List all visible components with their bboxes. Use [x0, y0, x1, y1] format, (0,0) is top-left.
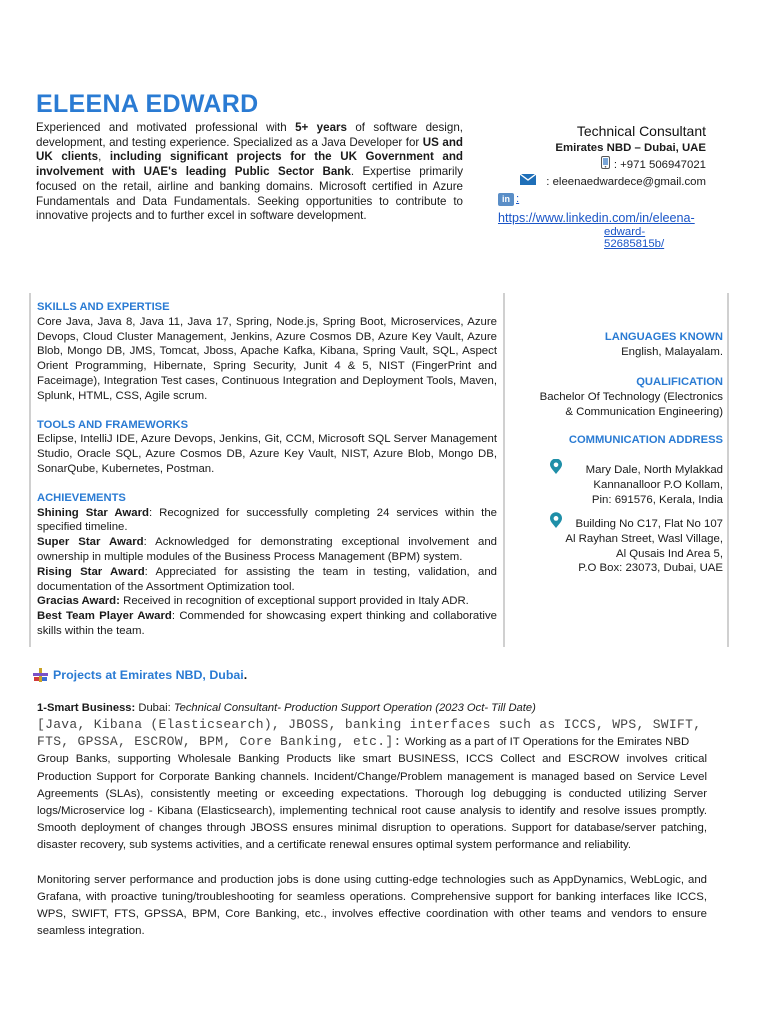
projects-heading — [53, 668, 247, 682]
skills-heading: SKILLS AND EXPERTISE — [37, 301, 170, 313]
achievement-text: : Acknowledged for demonstrating exceptional involvement and ownership in multiple modules of the Business Process Management (BPM) system. — [37, 536, 498, 563]
phone-icon — [601, 156, 610, 174]
email-row — [470, 174, 706, 190]
contact-block — [470, 123, 706, 190]
linkedin-icon: in — [498, 193, 514, 206]
tools-text: Eclipse, IntelliJ IDE, Azure Devops, Jenkins, Git, CCM, Microsoft SQL Server Management Studio, Oracle SQL, Azure Cosmos DB, Azure Key Vault, NIST, Azure Blob, Mongo DB, SonarQube, Kubernetes, Postman. — [37, 433, 497, 475]
address-line: Building No C17, Flat No 107 — [575, 518, 723, 530]
achievement-item — [37, 565, 497, 595]
home-address — [586, 463, 723, 507]
linkedin-colon: : — [516, 193, 520, 205]
achievement-title: Best Team Player Award — [37, 610, 172, 623]
achievement-title: Rising Star Award — [37, 565, 145, 578]
summary-bold: including significant projects for the UK Government and involvement with UAE's leading Public Sector Bank — [36, 150, 464, 179]
project-role: Technical Consultant- Production Support Operation (2023 Oct- Till Date) — [173, 702, 536, 714]
skills-text: Core Java, Java 8, Java 11, Java 17, Spring, Node.js, Spring Boot, Microservices, Azure Devops, Cloud Cluster Management, Jenkins, Azure Cosmos DB, Azure Key Vault, Azure Blob, Mongo DB, JMS, Tomcat, Jboss, Apache Kafka, Kibana, Spring Vault, SQL, Aspect Orient Programming, Hibernate, Spring Security, Junit 4 & 5, NIST (FingerPrint and Faceimage), Integration Test cases, Continuous Integration and Deployment Tools, Maven, Splunk, HTML, CSS, Agile scrum. — [37, 315, 497, 402]
email-address[interactable]: : eleenaedwardece@gmail.com — [546, 176, 706, 188]
linkedin-link-cont[interactable] — [604, 226, 664, 250]
description-text-2: Monitoring server performance and production jobs is done using cutting-edge technologies such as AppDynamics, WebLogic, and Grafana, with proactive tuning/troubleshooting for seamless operations. Comprehensive support for banking interfaces like ICCS, WPS, SWIFT, FTS, GPSSA, BPM, Core Banking, etc., involves effective coordination with other teams and vendors to ensure seamless integration. — [37, 873, 707, 938]
address-line: Mary Dale, North Mylakkad — [585, 464, 723, 476]
languages-section — [510, 330, 723, 360]
projects-heading-text: Projects at Emirates NBD, Dubai — [53, 668, 244, 682]
tech-stack-line: FTS, GPSSA, ESCROW, BPM, Core Banking, etc.]: — [37, 734, 402, 750]
achievement-item — [37, 594, 497, 609]
achievement-text: : Commended for showcasing expert thinking and collaborative skills within the team. — [37, 610, 497, 637]
divider-right — [727, 293, 729, 647]
linkedin-link[interactable]: https://www.linkedin.com/in/eleena- — [498, 211, 695, 225]
phone-number: : +971 506947021 — [613, 159, 706, 171]
location-pin-icon — [549, 512, 563, 534]
achievement-item — [37, 535, 497, 565]
achievement-title: Super Star Award — [37, 536, 144, 549]
achievement-title: Shining Star Award — [37, 506, 149, 519]
summary-text: Experienced and motivated professional with — [36, 121, 296, 134]
address-line: P.O Box: 23073, Dubai, UAE — [578, 562, 723, 575]
divider-left — [29, 293, 31, 647]
achievement-text: : Recognized for successfully completing 24 services within the specified timeline. — [37, 506, 497, 534]
qualification-line: Bachelor Of Technology (Electronics — [539, 390, 723, 403]
tools-heading: TOOLS AND FRAMEWORKS — [37, 418, 189, 431]
description-lead: Working as a part of IT Operations for the Emirates NBD — [401, 736, 690, 749]
work-address — [565, 517, 723, 576]
achievement-text: : Appreciated for assisting the team in testing, validation, and documentation of the Assortment Optimization tool. — [37, 565, 497, 593]
project-name: 1-Smart Business: — [37, 702, 136, 714]
achievement-item — [37, 609, 497, 639]
linkedin-link-part[interactable]: 52685815b/ — [604, 238, 665, 250]
summary-bold: US and UK clients — [36, 135, 463, 164]
project-description — [37, 716, 707, 940]
qualification-line: & Communication Engineering) — [565, 405, 723, 418]
project-icon — [33, 668, 48, 687]
summary-bold: 5+ years — [295, 121, 347, 134]
achievement-text: Received in recognition of exceptional support provided in Italy ADR. — [119, 595, 469, 608]
project-place: Dubai: — [135, 702, 174, 714]
languages-heading: LANGUAGES KNOWN — [604, 331, 723, 343]
address-line: Kannanalloor P.O Kollam, — [593, 478, 723, 491]
tech-stack-line: [Java, Kibana (Elasticsearch), JBOSS, banking interfaces such as ICCS, WPS, SWIFT, — [37, 717, 702, 732]
qualification-section — [510, 375, 723, 419]
achievements-heading: ACHIEVEMENTS — [37, 491, 126, 504]
summary-text: . Expertise primarily focused on the retail, airline and banking domains. Microsoft certified in Azure Fundamentals and Data Fundamentals. Seeking opportunities to contribute to innovative projects and to further excel in software development. — [36, 165, 463, 223]
address-line: Al Qusais Ind Area 5, — [615, 547, 723, 560]
achievement-item — [37, 506, 497, 536]
address-section — [510, 433, 723, 448]
projects-heading-dot: . — [243, 668, 248, 682]
left-column — [37, 300, 497, 639]
divider-middle — [503, 293, 505, 647]
linkedin-link-part[interactable]: edward- — [604, 226, 646, 238]
job-title: Technical Consultant — [576, 123, 706, 139]
address-line: Pin: 691576, Kerala, India — [591, 493, 723, 506]
project-title — [37, 702, 536, 714]
achievement-title: Gracias Award: — [37, 595, 120, 608]
candidate-name: ELEENA EDWARD — [36, 90, 259, 118]
company-location: Emirates NBD – Dubai, UAE — [555, 142, 706, 154]
languages-text: English, Malayalam. — [621, 345, 723, 358]
summary-text: , — [98, 150, 110, 164]
address-line: Al Rayhan Street, Wasl Village, — [565, 532, 723, 545]
summary-text: of software design, development, and testing experience. Specialized as a Java Developer for — [36, 121, 463, 149]
email-icon — [520, 174, 536, 190]
phone-row — [470, 156, 706, 174]
address-heading: COMMUNICATION ADDRESS — [568, 434, 723, 446]
profile-summary — [36, 121, 463, 224]
description-text: Group Banks, supporting Wholesale Banking Products like smart BUSINESS, ICCS Collect and ESCROW involves critical Production Support for Corporate Banking channels. Incident/Change/Problem management is managed based on Service Level Agreements (SLAs), consistently meeting or exceeding expectations. Thorough log debugging is conducted utilizing Server logs/Microservice log - Kibana (Elasticsearch), implementing technical root cause analysis to identify and resolve issues promptly. Smooth deployment of changes through JBOSS ensures minimal disruption to operations. Support for database/server patching, disaster recovery, sub systems activities, and a certificate renewal ensures optimal system performance and reliability. — [37, 753, 707, 852]
qualification-heading: QUALIFICATION — [636, 376, 723, 388]
location-pin-icon — [549, 459, 563, 480]
